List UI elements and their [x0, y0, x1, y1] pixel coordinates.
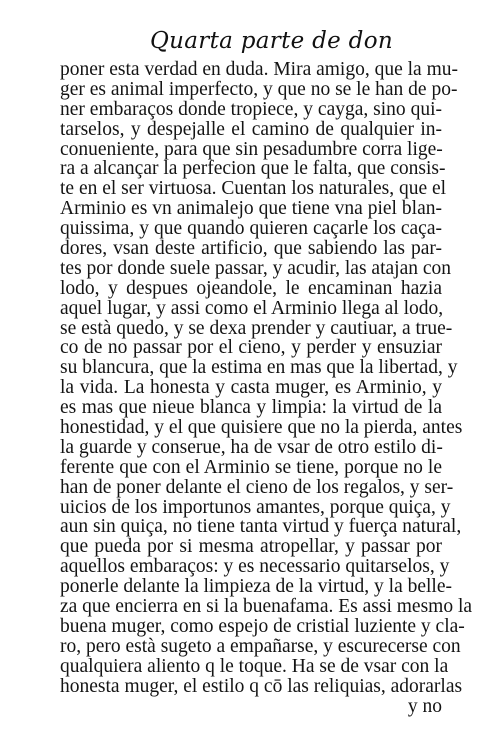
- text-line: ferente que con el Arminio se tiene, porque no le: [60, 456, 442, 478]
- text-line: poner esta verdad en duda. Mira amigo, que la mu-: [60, 59, 458, 80]
- text-line: co de no passar por el cieno, y perder y ensuziar: [60, 337, 442, 359]
- text-line: qualquiera aliento q le toque. Ha se de vsar con la: [60, 655, 449, 677]
- text-line: honesta muger, el estilo q cō las reliquias, adorarlas: [60, 675, 463, 697]
- text-line: honestidad, y el que quisiere que no la pierda, antes: [60, 417, 463, 439]
- text-line: buena muger, como espejo de cristial luziente y cla-: [60, 615, 465, 637]
- text-line: tes por donde suele passar, y acudir, las atajan con: [60, 257, 452, 279]
- text-line: te en el ser virtuosa. Cuentan los naturales, que el: [60, 178, 447, 200]
- text-line: que pueda por si mesma atropellar, y passar por: [60, 536, 442, 558]
- body-text: [60, 59, 473, 717]
- text-line: quissima, y que quando quieren caçarle los caça-: [60, 218, 442, 240]
- text-line: ner embaraços donde tropiece, y cayga, sino qui-: [60, 98, 442, 120]
- text-line: se està quedo, y se dexa prender y cautiuar, a true-: [60, 317, 453, 339]
- text-line: han de poner delante el cieno de los regalos, y ser-: [60, 476, 454, 498]
- catchword-line: y no: [407, 695, 442, 717]
- text-line: ger es animal imperfecto, y que no se le han de po-: [60, 78, 458, 100]
- text-line: aun sin quiça, no tiene tanta virtud y fuerça natural,: [60, 516, 462, 538]
- text-line: aquel lugar, y assi como el Arminio llega al lodo,: [60, 297, 444, 319]
- text-line: dores, vsan deste artificio, que sabiendo las par-: [60, 238, 442, 260]
- text-line: lodo, y despues ojeandole, le encaminan hazia: [60, 277, 442, 299]
- text-line: tarselos, y despejalle el camino de qualquier in-: [60, 118, 442, 140]
- text-line: es mas que nieue blanca y limpia: la virtud de la: [60, 397, 442, 419]
- text-line: aquellos embaraços: y es necessario quitarselos, y: [60, 556, 450, 578]
- running-head: Quarta parte de don: [150, 28, 393, 54]
- text-line: ponerle delante la limpieza de la virtud, y la belle-: [60, 576, 452, 598]
- text-line: conueniente, para que sin pesadumbre corra lige-: [60, 138, 443, 160]
- text-line: la vida. La honesta y casta muger, es Arminio, y: [60, 377, 442, 399]
- text-line: ro, pero està sugeto a empañarse, y escurecerse con: [60, 635, 461, 657]
- text-line: uicios de los importunos amantes, porque quiça, y: [60, 496, 451, 518]
- text-line: Arminio es vn animalejo que tiene vna piel blan-: [60, 198, 442, 220]
- text-line: za que encierra en si la buenafama. Es assi mesmo la: [60, 596, 473, 618]
- text-line: su blancura, que la estima en mas que la libertad, y: [60, 357, 458, 379]
- text-line: ra a alcançar la perfecion que le falta, que consis-: [60, 158, 446, 180]
- text-line: la guarde y conserue, ha de vsar de otro estilo di-: [60, 436, 443, 458]
